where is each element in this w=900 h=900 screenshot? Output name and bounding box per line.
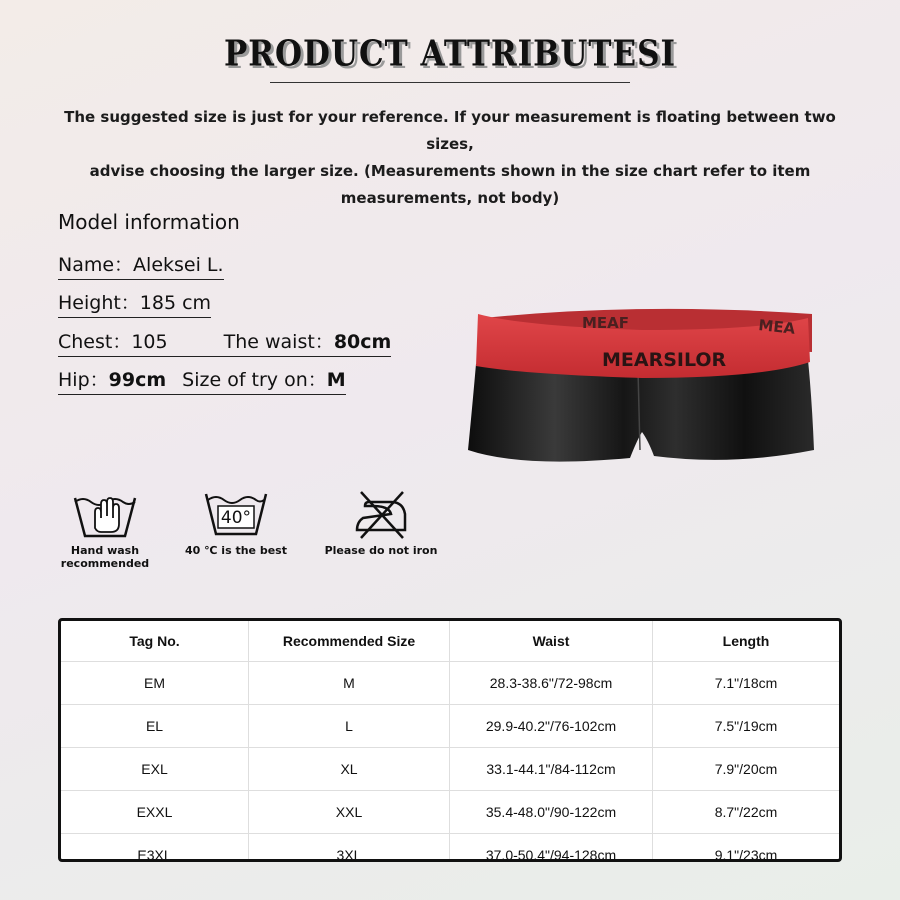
care-hand-wash xyxy=(40,488,170,570)
care-label-line: Please do not iron xyxy=(324,544,438,557)
column-header: Waist xyxy=(450,621,653,662)
product-image xyxy=(462,300,818,470)
table-cell: EXXL xyxy=(61,791,249,834)
table-row xyxy=(61,662,839,705)
size-advice-line: advise choosing the larger size. (Measurements shown in the size chart refer to item xyxy=(89,162,811,180)
table-cell: XXL xyxy=(249,791,450,834)
table-cell: 37.0-50.4"/94-128cm xyxy=(450,834,653,863)
care-no-iron xyxy=(316,488,446,557)
page-title: PRODUCT ATTRIBUTESI xyxy=(223,33,676,75)
brand-front-text: MEARSILOR xyxy=(602,349,727,371)
table-cell: EL xyxy=(61,705,249,748)
column-header: Tag No. xyxy=(61,621,249,662)
care-label-line: Hand wash xyxy=(70,544,140,557)
table-cell: L xyxy=(249,705,450,748)
hand-wash-icon xyxy=(71,488,139,540)
model-info-heading: Model information xyxy=(58,210,240,234)
table-cell: 7.5"/19cm xyxy=(653,705,840,748)
care-label xyxy=(316,544,446,557)
size-chart xyxy=(58,618,842,862)
table-cell: 33.1-44.1"/84-112cm xyxy=(450,748,653,791)
size-advice-line: The suggested size is just for your reference. If your measurement is floating between two sizes, xyxy=(64,108,836,153)
table-cell: 35.4-48.0"/90-122cm xyxy=(450,791,653,834)
care-label-line: recommended xyxy=(60,557,150,570)
table-header-row xyxy=(61,621,839,662)
column-header: Recommended Size xyxy=(249,621,450,662)
care-label xyxy=(40,544,170,570)
brand-back-text-left: MEAF xyxy=(582,314,630,332)
model-hip-size xyxy=(58,365,346,395)
table-cell: 9.1"/23cm xyxy=(653,834,840,863)
size-advice xyxy=(60,104,840,212)
model-chest-waist xyxy=(58,327,391,357)
brand-back-text-right: MEA xyxy=(757,316,797,338)
table-cell: EM xyxy=(61,662,249,705)
care-wash-40 xyxy=(171,488,301,557)
table-cell: M xyxy=(249,662,450,705)
model-waist-value: 80cm xyxy=(333,331,392,353)
model-chest: Chest：105 xyxy=(58,331,168,353)
no-iron-icon xyxy=(347,488,415,540)
model-size-value: M xyxy=(326,369,346,391)
table-row xyxy=(61,748,839,791)
table-cell: 8.7"/22cm xyxy=(653,791,840,834)
table-row xyxy=(61,705,839,748)
table-cell: XL xyxy=(249,748,450,791)
boxer-brief-illustration xyxy=(462,300,818,470)
model-name: Name：Aleksei L. xyxy=(58,250,224,280)
model-hip-value: 99cm xyxy=(108,369,167,391)
model-waist-label: The waist： xyxy=(223,331,334,353)
table-cell: 7.1"/18cm xyxy=(653,662,840,705)
model-size-label: Size of try on： xyxy=(182,369,327,391)
model-hip-label: Hip： xyxy=(58,369,109,391)
table-cell: E3XL xyxy=(61,834,249,863)
title-divider xyxy=(270,82,630,83)
table-cell: 28.3-38.6"/72-98cm xyxy=(450,662,653,705)
table-row xyxy=(61,791,839,834)
column-header: Length xyxy=(653,621,840,662)
table-cell: 29.9-40.2"/76-102cm xyxy=(450,705,653,748)
table-row xyxy=(61,834,839,863)
table-cell: 3XL xyxy=(249,834,450,863)
size-advice-line: measurements, not body) xyxy=(340,189,560,207)
wash-40-icon xyxy=(202,488,270,540)
care-label xyxy=(171,544,301,557)
table-cell: EXL xyxy=(61,748,249,791)
table-cell: 7.9"/20cm xyxy=(653,748,840,791)
wash-temperature-text: 40° xyxy=(220,508,252,528)
care-label-line: 40 ℃ is the best xyxy=(185,544,287,557)
model-height: Height：185 cm xyxy=(58,288,211,318)
size-chart-table xyxy=(61,621,839,862)
